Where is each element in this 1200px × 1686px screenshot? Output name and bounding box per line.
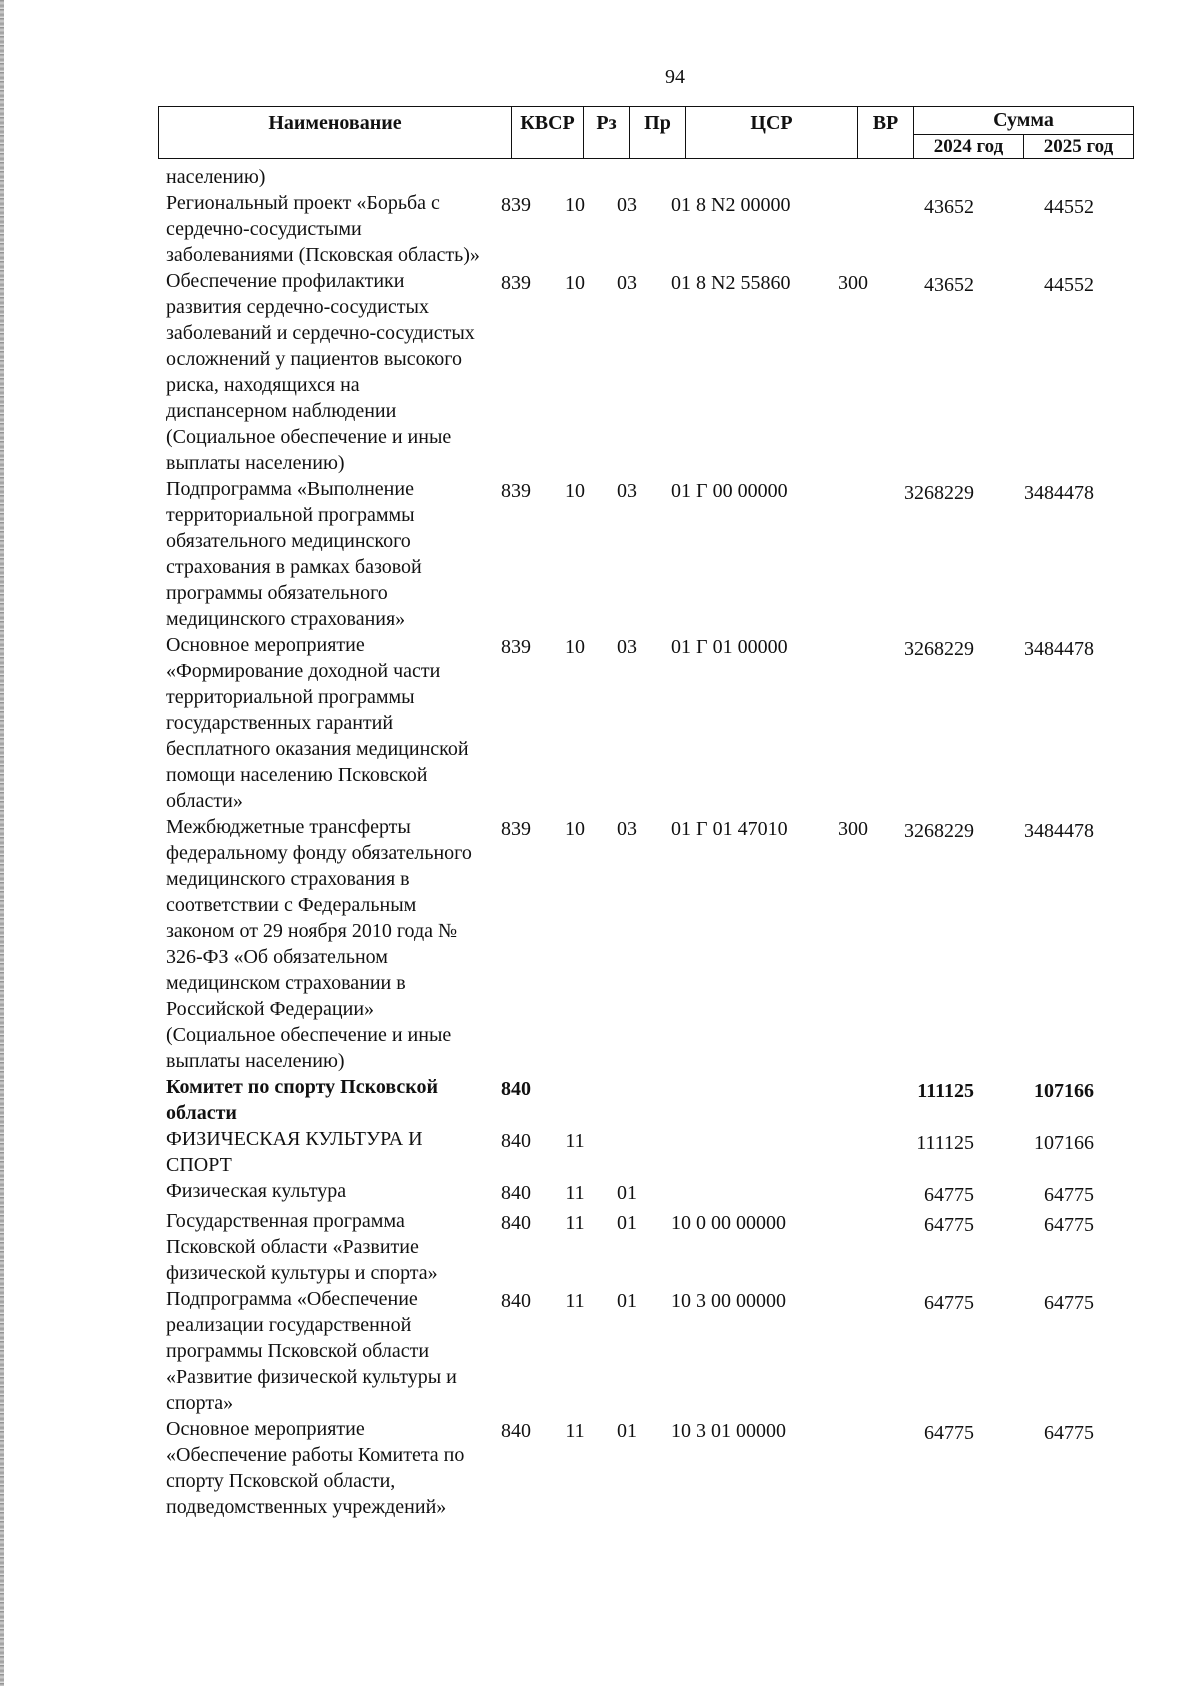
row-sum-2025: 107166 [1034,1080,1094,1102]
row-sum-2025: 3484478 [1024,482,1094,504]
table-row [158,1126,1108,1178]
row-sum-2024: 43652 [924,196,974,218]
row-sum-2024: 3268229 [904,820,974,842]
row-name: населению) [166,166,266,188]
row-pr [599,164,655,166]
row-vr [825,1178,881,1180]
row-vr [825,1208,881,1210]
row-csr: 01 8 N2 55860 [671,272,791,294]
row-vr: 300 [838,818,868,840]
row-csr: 10 0 00 00000 [671,1212,786,1234]
row-vr [825,190,881,192]
table-row-committee [158,1074,1108,1126]
row-kvsr: 840 [501,1290,531,1312]
row-sum-2024: 3268229 [904,638,974,660]
row-csr: 01 8 N2 00000 [671,194,791,216]
table-row [158,1286,1108,1416]
row-sum-2025: 64775 [1044,1184,1094,1206]
row-sum-2025: 64775 [1044,1422,1094,1444]
row-csr [655,1074,825,1076]
table-row [158,268,1108,476]
row-rz: 10 [565,272,585,294]
row-kvsr: 840 [501,1078,531,1100]
row-kvsr: 840 [501,1182,531,1204]
header-year-2025: 2025 год [1024,135,1134,159]
page-number: 94 [665,66,685,88]
row-sum-2024: 43652 [924,274,974,296]
row-vr [825,1416,881,1418]
row-sum-2024: 111125 [916,1132,974,1154]
row-pr: 01 [617,1182,637,1204]
row-sum-2025: 3484478 [1024,820,1094,842]
row-rz: 10 [565,480,585,502]
row-rz: 11 [565,1212,585,1234]
row-kvsr: 839 [501,272,531,294]
row-csr: 01 Г 01 00000 [671,636,788,658]
table-row [158,164,1108,190]
row-rz: 10 [565,636,585,658]
row-sum-2024 [881,164,992,168]
row-sum-2024: 3268229 [904,482,974,504]
row-csr [655,164,825,166]
row-rz [551,1074,599,1076]
row-name: Основное мероприятие «Обеспечение работы Комитета по спорту Псковской области, подведомственных учреждений» [166,1418,465,1518]
row-name: Межбюджетные трансферты федеральному фонду обязательного медицинского страхования в соответствии с Федеральным законом от 29 ноября 2010 года № 326-ФЗ «Об обязательном медицинском страховании в Российской Федерации» (Социальное обеспечение и иные выплаты населению) [166,816,472,1072]
header-kvsr: КВСР [512,107,584,159]
header-year-2024: 2024 год [914,135,1024,159]
row-kvsr: 839 [501,194,531,216]
row-kvsr [481,164,551,166]
row-sum-2025: 3484478 [1024,638,1094,660]
row-pr: 03 [617,194,637,216]
row-pr [599,1074,655,1076]
table-body [158,164,1108,1520]
row-vr [825,1286,881,1288]
row-pr: 01 [617,1420,637,1442]
row-name: ФИЗИЧЕСКАЯ КУЛЬТУРА И СПОРТ [166,1128,423,1176]
row-name: Подпрограмма «Выполнение территориальной программы обязательного медицинского страхования в рамках базовой программы обязательного медицинского страхования» [166,478,422,630]
row-rz: 11 [565,1290,585,1312]
row-sum-2025: 44552 [1044,196,1094,218]
row-vr: 300 [838,272,868,294]
header-vr: ВР [858,107,914,159]
row-name: Государственная программа Псковской области «Развитие физической культуры и спорта» [166,1210,438,1284]
table-row [158,632,1108,814]
header-sum: Сумма [914,107,1134,135]
header-pr: Пр [630,107,686,159]
row-pr: 03 [617,818,637,840]
row-name: Региональный проект «Борьба с сердечно-сосудистыми заболеваниями (Псковская область)» [166,192,480,266]
row-name: Комитет по спорту Псковской области [166,1076,439,1124]
row-csr: 01 Г 01 47010 [671,818,788,840]
row-csr: 10 3 01 00000 [671,1420,786,1442]
row-rz: 11 [565,1182,585,1204]
row-rz: 10 [565,194,585,216]
row-rz: 10 [565,818,585,840]
table-header [158,106,1134,159]
row-sum-2024: 64775 [924,1422,974,1444]
row-kvsr: 840 [501,1130,531,1152]
row-sum-2025: 64775 [1044,1292,1094,1314]
row-sum-2024: 64775 [924,1184,974,1206]
table-row [158,476,1108,632]
row-vr [825,476,881,478]
row-csr: 10 3 00 00000 [671,1290,786,1312]
scan-edge [0,0,4,1686]
row-vr [825,164,881,166]
row-sum-2025: 64775 [1044,1214,1094,1236]
row-kvsr: 839 [501,636,531,658]
row-csr [655,1178,825,1180]
row-name: Подпрограмма «Обеспечение реализации государственной программы Псковской области «Развитие физической культуры и спорта» [166,1288,457,1414]
row-sum-2025: 107166 [1034,1132,1094,1154]
row-kvsr: 840 [501,1212,531,1234]
row-sum-2024: 64775 [924,1292,974,1314]
row-sum-2024: 111125 [917,1080,974,1102]
header-rz: Рз [584,107,630,159]
row-kvsr: 840 [501,1420,531,1442]
row-pr: 03 [617,272,637,294]
row-name: Обеспечение профилактики развития сердечно-сосудистых заболеваний и сердечно-сосудистых осложнений у пациентов высокого риска, находящихся на диспансерном наблюдении (Социальное обеспечение и иные выплаты населению) [166,270,475,474]
row-kvsr: 839 [501,818,531,840]
table-row [158,190,1108,268]
row-pr [599,1126,655,1128]
row-kvsr: 839 [501,480,531,502]
table-row [158,1178,1108,1208]
row-vr [825,632,881,634]
row-sum-2025: 44552 [1044,274,1094,296]
header-name: Наименование [159,107,512,159]
row-pr: 01 [617,1212,637,1234]
row-vr [825,1074,881,1076]
row-rz [551,164,599,166]
row-name: Основное мероприятие «Формирование доходной части территориальной программы государственных гарантий бесплатного оказания медицинской помощи населению Псковской области» [166,634,469,812]
row-rz: 11 [565,1130,585,1152]
row-csr: 01 Г 00 00000 [671,480,788,502]
row-rz: 11 [565,1420,585,1442]
row-csr [655,1126,825,1128]
row-pr: 01 [617,1290,637,1312]
header-csr: ЦСР [686,107,858,159]
row-vr [825,1126,881,1128]
table-row [158,1416,1108,1520]
row-sum-2025 [992,164,1108,168]
row-name: Физическая культура [166,1180,347,1202]
row-sum-2024: 64775 [924,1214,974,1236]
table-row [158,814,1108,1074]
table-row [158,1208,1108,1286]
row-pr: 03 [617,636,637,658]
row-pr: 03 [617,480,637,502]
